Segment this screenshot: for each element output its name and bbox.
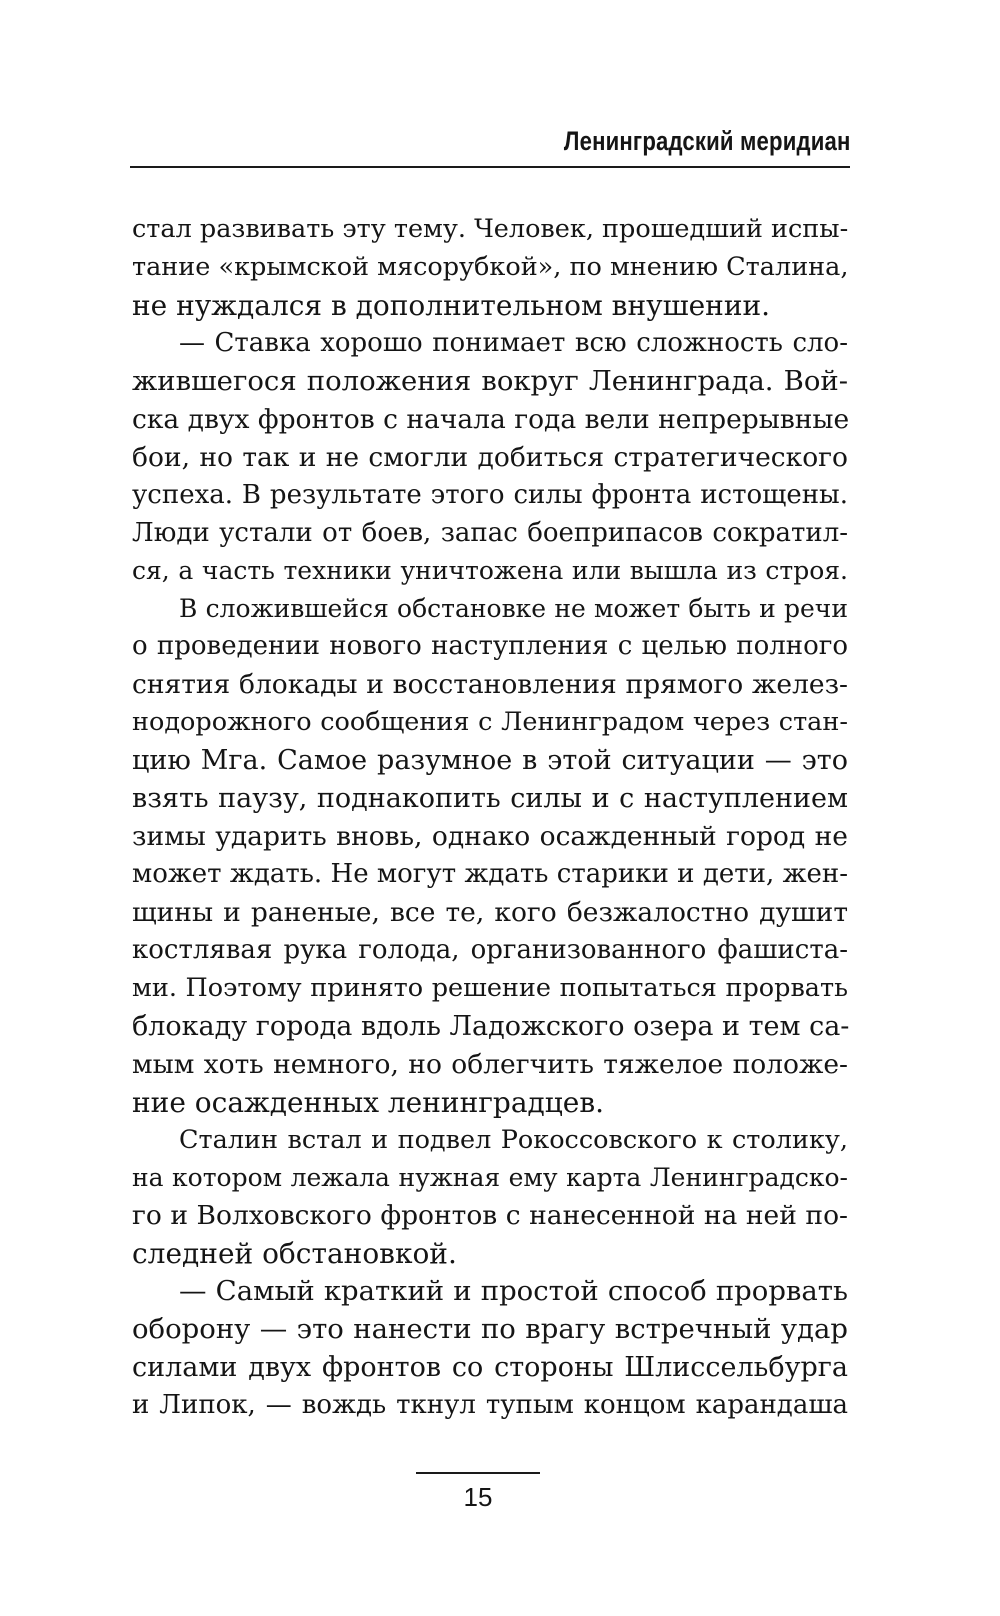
text-line: мым хоть немного, но облегчить тяжелое положе- bbox=[132, 1048, 848, 1080]
text-line: нодорожного сообщения с Ленинградом через стан- bbox=[132, 707, 848, 738]
text-line: тание «крымской мясорубкой», по мнению Сталина, bbox=[132, 251, 849, 282]
body-text bbox=[132, 211, 848, 1425]
text-line: блокаду города вдоль Ладожского озера и тем са- bbox=[132, 1010, 850, 1042]
text-line: зимы ударить вновь, однако осажденный город не bbox=[132, 821, 848, 852]
text-line: не нуждался в дополнительном внушении. bbox=[132, 288, 771, 322]
text-line: костлявая рука голода, организованного фашиста- bbox=[132, 934, 848, 965]
text-line: ся, а часть техники уничтожена или вышла из строя. bbox=[132, 556, 848, 586]
text-line: взять паузу, поднакопить силы и с наступлением bbox=[132, 783, 848, 815]
text-line: ние осажденных ленинградцев. bbox=[132, 1085, 605, 1119]
text-line: В сложившейся обстановке не может быть и речи bbox=[179, 594, 848, 624]
text-line: о проведении нового наступления с целью полного bbox=[132, 631, 848, 662]
text-line: и Липок, — вождь ткнул тупым концом карандаша bbox=[132, 1390, 848, 1421]
text-line: го и Волховского фронтов с нанесенной на ней по- bbox=[132, 1200, 848, 1232]
page-number: 15 bbox=[463, 1482, 493, 1512]
text-line: следней обстановкой. bbox=[132, 1237, 457, 1271]
text-line: Сталин встал и подвел Рокоссовского к столику, bbox=[179, 1124, 848, 1155]
text-line: жившегося положения вокруг Ленинграда. Вой- bbox=[132, 364, 848, 397]
text-line: успеха. В результате этого силы фронта истощены. bbox=[132, 479, 848, 510]
text-line: оборону — это нанести по врагу встречный удар bbox=[132, 1313, 848, 1346]
text-line: может ждать. Не могут ждать старики и дети, жен- bbox=[132, 858, 848, 889]
text-line: силами двух фронтов со стороны Шлиссельбурга bbox=[132, 1352, 848, 1384]
text-line: щины и раненые, все те, кого безжалостно душит bbox=[132, 896, 848, 928]
text-line: — Ставка хорошо понимает всю сложность сло- bbox=[179, 327, 848, 358]
text-line: Люди устали от боев, запас боеприпасов сократил- bbox=[132, 517, 848, 548]
text-line: на котором лежала нужная ему карта Ленинградско- bbox=[132, 1163, 848, 1193]
running-header bbox=[130, 118, 850, 168]
text-line: — Самый краткий и простой способ прорвать bbox=[179, 1275, 848, 1308]
text-line: снятия блокады и восстановления прямого желез- bbox=[132, 669, 848, 701]
text-line: цию Мга. Самое разумное в этой ситуации — это bbox=[132, 745, 848, 777]
text-line: ска двух фронтов с начала года вели непрерывные bbox=[132, 403, 850, 435]
text-line: стал развивать эту тему. Человек, прошедший испы- bbox=[132, 214, 849, 244]
text-line: ми. Поэтому принято решение попытаться прорвать bbox=[132, 972, 848, 1003]
running-title: Ленинградский меридиан bbox=[563, 126, 850, 156]
footer-rule bbox=[416, 1472, 540, 1474]
text-line: бои, но так и не смогли добиться стратегического bbox=[132, 441, 848, 473]
